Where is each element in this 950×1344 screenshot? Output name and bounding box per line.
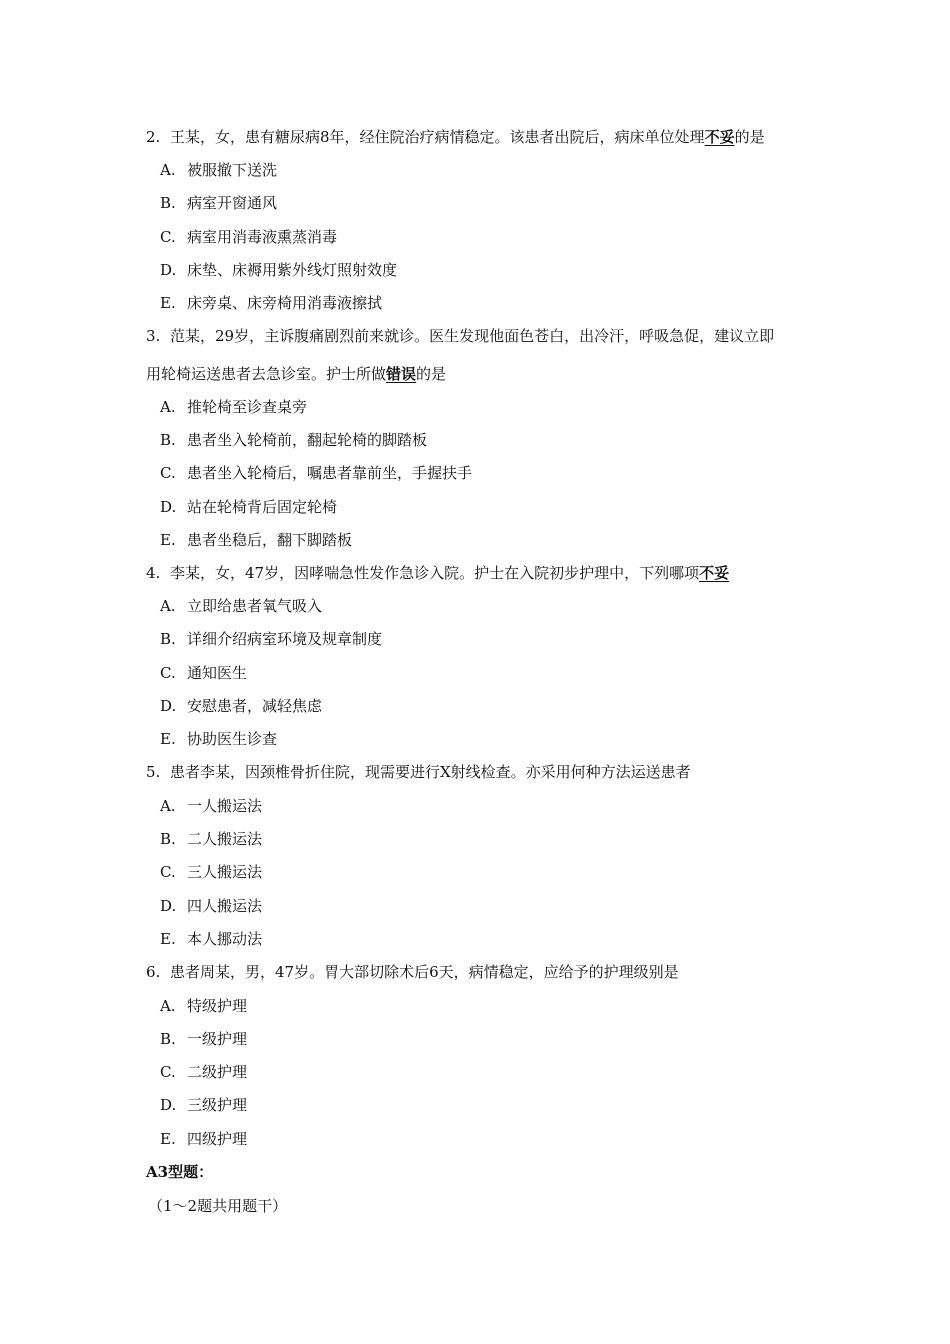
option-text: 站在轮椅背后固定轮椅 (187, 498, 338, 516)
option-letter: E. (160, 930, 176, 948)
option-letter: A. (160, 398, 176, 416)
option-text: 病室用消毒液熏蒸消毒 (187, 228, 338, 246)
question-text: 患者李某，因颈椎骨折住院，现需要进行X射线检查。亦采用何种方法运送患者 (170, 763, 691, 781)
question-3-option-b (160, 430, 427, 450)
emphasis-text: 错误 (386, 365, 417, 383)
option-letter: C. (160, 1063, 176, 1081)
question-4-option-e (160, 729, 277, 749)
question-2-option-d (160, 260, 397, 280)
question-number: 3. (146, 327, 161, 345)
option-letter: B. (160, 630, 176, 648)
question-6-option-a (160, 996, 247, 1016)
option-text: 三级护理 (187, 1096, 248, 1114)
option-text: 协助医生诊查 (187, 730, 278, 748)
question-3-option-e (160, 530, 352, 550)
question-2-option-e (160, 293, 382, 313)
option-letter: C. (160, 863, 176, 881)
question-3-option-a (160, 397, 307, 417)
option-letter: A. (160, 161, 176, 179)
question-2-stem (146, 127, 765, 147)
question-3-option-c (160, 463, 472, 483)
option-letter: D. (160, 498, 177, 516)
option-text: 床旁桌、床旁椅用消毒液擦拭 (187, 294, 383, 312)
shared-stem-note: （1～2题共用题干） (148, 1197, 288, 1215)
question-4-option-d (160, 696, 322, 716)
section-heading: A3型题： (146, 1163, 214, 1181)
option-letter: A. (160, 797, 176, 815)
option-letter: B. (160, 431, 176, 449)
question-text: 患者周某，男，47岁。胃大部切除术后6天，病情稳定，应给予的护理级别是 (170, 963, 679, 981)
option-letter: B. (160, 830, 176, 848)
option-text: 一人搬运法 (187, 797, 263, 815)
option-text: 立即给患者氧气吸入 (187, 597, 323, 615)
question-5-option-b (160, 829, 262, 849)
option-text: 通知医生 (187, 664, 248, 682)
question-number: 5. (146, 763, 161, 781)
emphasis-text: 不妥 (699, 564, 730, 582)
option-text: 推轮椅至诊查桌旁 (187, 398, 308, 416)
option-text: 患者坐稳后，翻下脚踏板 (187, 531, 353, 549)
option-text: 二级护理 (187, 1063, 248, 1081)
option-text: 病室开窗通风 (187, 194, 278, 212)
question-5-option-d (160, 896, 262, 916)
question-number: 6. (146, 963, 161, 981)
question-4-option-c (160, 663, 247, 683)
option-letter: A. (160, 597, 176, 615)
option-letter: B. (160, 194, 176, 212)
option-text: 本人挪动法 (187, 930, 263, 948)
question-number: 2. (146, 128, 161, 146)
option-letter: C. (160, 228, 176, 246)
option-letter: E. (160, 294, 176, 312)
option-text: 床垫、床褥用紫外线灯照射效度 (187, 261, 398, 279)
option-letter: D. (160, 1096, 177, 1114)
question-6-option-e (160, 1129, 247, 1149)
question-text: 李某，女，47岁，因哮喘急性发作急诊入院。护士在入院初步护理中，下列哪项 (170, 564, 700, 582)
option-letter: C. (160, 664, 176, 682)
question-6-option-c (160, 1062, 247, 1082)
question-number: 4. (146, 564, 161, 582)
option-text: 三人搬运法 (187, 863, 263, 881)
option-text: 一级护理 (187, 1030, 248, 1048)
option-text: 四人搬运法 (187, 897, 263, 915)
option-letter: E. (160, 1130, 176, 1148)
option-text: 患者坐入轮椅前，翻起轮椅的脚踏板 (187, 431, 428, 449)
question-3-stem-continued (146, 364, 446, 384)
question-2-option-c (160, 227, 337, 247)
question-5-option-c (160, 862, 262, 882)
question-3-option-d (160, 497, 337, 517)
option-text: 二人搬运法 (187, 830, 263, 848)
option-letter: D. (160, 261, 177, 279)
question-4-option-b (160, 629, 382, 649)
question-3-stem (146, 326, 774, 346)
option-letter: C. (160, 464, 176, 482)
question-text-end: 的是 (734, 128, 765, 146)
question-5-option-a (160, 796, 262, 816)
option-text: 四级护理 (187, 1130, 248, 1148)
question-2-option-a (160, 160, 277, 180)
question-6-option-b (160, 1029, 247, 1049)
option-text: 特级护理 (187, 997, 248, 1015)
question-2-option-b (160, 193, 277, 213)
option-text: 详细介绍病室环境及规章制度 (187, 630, 383, 648)
option-letter: B. (160, 1030, 176, 1048)
option-letter: A. (160, 997, 176, 1015)
option-letter: E. (160, 730, 176, 748)
question-text: 范某，29岁，主诉腹痛剧烈前来就诊。医生发现他面色苍白，出冷汗，呼吸急促，建议立即 (170, 327, 775, 345)
question-4-stem (146, 563, 729, 583)
question-5-option-e (160, 929, 262, 949)
question-text-end: 的是 (416, 365, 447, 383)
option-letter: E. (160, 531, 176, 549)
question-6-stem (146, 962, 679, 982)
option-text: 被服撤下送洗 (187, 161, 278, 179)
question-5-stem (146, 762, 691, 782)
option-letter: D. (160, 697, 177, 715)
question-6-option-d (160, 1095, 247, 1115)
option-letter: D. (160, 897, 177, 915)
emphasis-text: 不妥 (704, 128, 735, 146)
option-text: 安慰患者，减轻焦虑 (187, 697, 323, 715)
question-text: 王某，女，患有糖尿病8年，经住院治疗病情稳定。该患者出院后，病床单位处理 (170, 128, 705, 146)
question-text: 用轮椅运送患者去急诊室。护士所做 (146, 365, 387, 383)
question-4-option-a (160, 596, 322, 616)
option-text: 患者坐入轮椅后，嘱患者靠前坐，手握扶手 (187, 464, 473, 482)
